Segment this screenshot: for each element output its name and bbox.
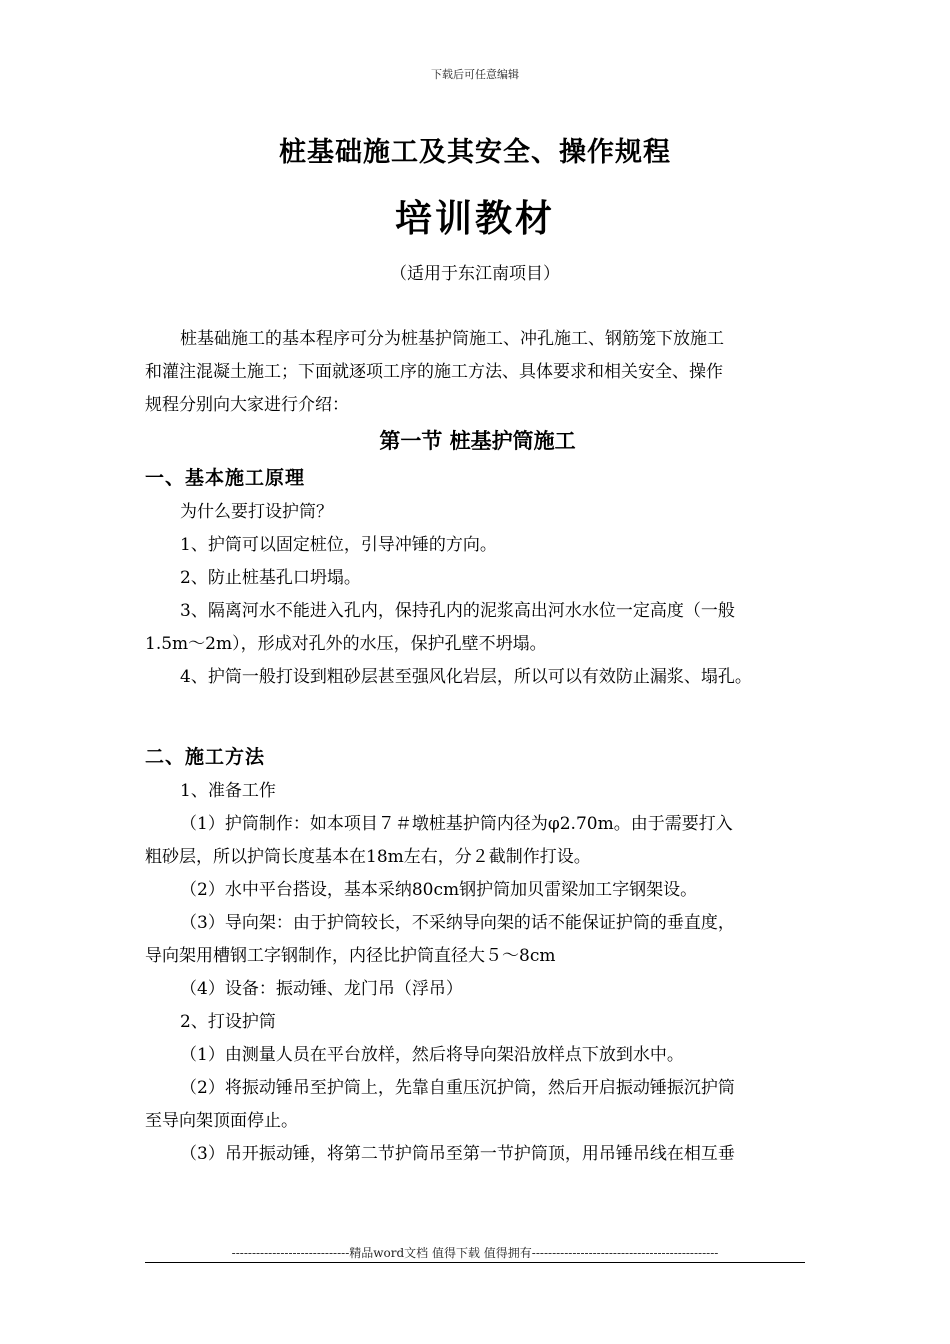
document-scope: （适用于东江南项目） bbox=[390, 264, 560, 284]
paragraph-line: 至导向架顶面停止。 bbox=[145, 1111, 298, 1131]
paragraph-line: （2）将振动锤吊至护筒上，先靠自重压沉护筒，然后开启振动锤振沉护筒 bbox=[180, 1078, 735, 1098]
list-item: 3、隔离河水不能进入孔内，保持孔内的泥浆高出河水水位一定高度（一般 bbox=[180, 601, 735, 621]
paragraph-line: 粗砂层，所以护筒长度基本在18m左右，分２截制作打设。 bbox=[145, 847, 591, 867]
list-item: 4、护筒一般打设到粗砂层甚至强风化岩层，所以可以有效防止漏浆、塌孔。 bbox=[180, 667, 752, 687]
list-item: 2、防止桩基孔口坍塌。 bbox=[180, 568, 361, 588]
footer-rule bbox=[145, 1262, 805, 1263]
paragraph-line: （2）水中平台搭设，基本采纳80cm钢护筒加贝雷梁加工字钢架设。 bbox=[180, 880, 698, 900]
list-item: 1、护筒可以固定桩位，引导冲锤的方向。 bbox=[180, 535, 497, 555]
paragraph-line: （3）导向架：由于护筒较长，不采纳导向架的话不能保证护筒的垂直度， bbox=[180, 913, 735, 933]
document-title: 桩基础施工及其安全、操作规程 bbox=[279, 137, 671, 168]
footer-note: -----------------------------精品word文档 值得下载 值得拥有---------------------------------------------- bbox=[231, 1246, 719, 1260]
list-item-continuation: 1.5m～2m），形成对孔外的水压，保护孔壁不坍塌。 bbox=[145, 634, 547, 654]
intro-line: 和灌注混凝土施工；下面就逐项工序的施工方法、具体要求和相关安全、操作 bbox=[145, 362, 723, 382]
part-heading: 一、基本施工原理 bbox=[145, 467, 306, 489]
header-note: 下载后可任意编辑 bbox=[431, 68, 519, 81]
blank-line bbox=[145, 694, 810, 739]
subheading: 1、准备工作 bbox=[180, 781, 276, 801]
intro-line: 桩基础施工的基本程序可分为桩基护筒施工、冲孔施工、钢筋笼下放施工 bbox=[180, 329, 724, 349]
paragraph-line: 导向架用槽钢工字钢制作，内径比护筒直径大５～8cm bbox=[145, 946, 556, 966]
paragraph-line: （1）护筒制作：如本项目７＃墩桩基护筒内径为φ2.70m。由于需要打入 bbox=[180, 814, 733, 834]
subheading: 2、打设护筒 bbox=[180, 1012, 276, 1032]
paragraph-line: 为什么要打设护筒？ bbox=[180, 502, 333, 522]
paragraph-line: （4）设备：振动锤、龙门吊（浮吊） bbox=[180, 979, 463, 999]
document-subtitle: 培训教材 bbox=[395, 196, 555, 240]
section-title: 第一节 桩基护筒施工 bbox=[379, 428, 576, 453]
document-body bbox=[145, 323, 810, 1171]
paragraph-line: （1）由测量人员在平台放样，然后将导向架沿放样点下放到水中。 bbox=[180, 1045, 684, 1065]
part-heading: 二、施工方法 bbox=[145, 746, 266, 768]
intro-line: 规程分别向大家进行介绍： bbox=[145, 395, 349, 415]
paragraph-line: （3）吊开振动锤，将第二节护筒吊至第一节护筒顶，用吊锤吊线在相互垂 bbox=[180, 1144, 735, 1164]
